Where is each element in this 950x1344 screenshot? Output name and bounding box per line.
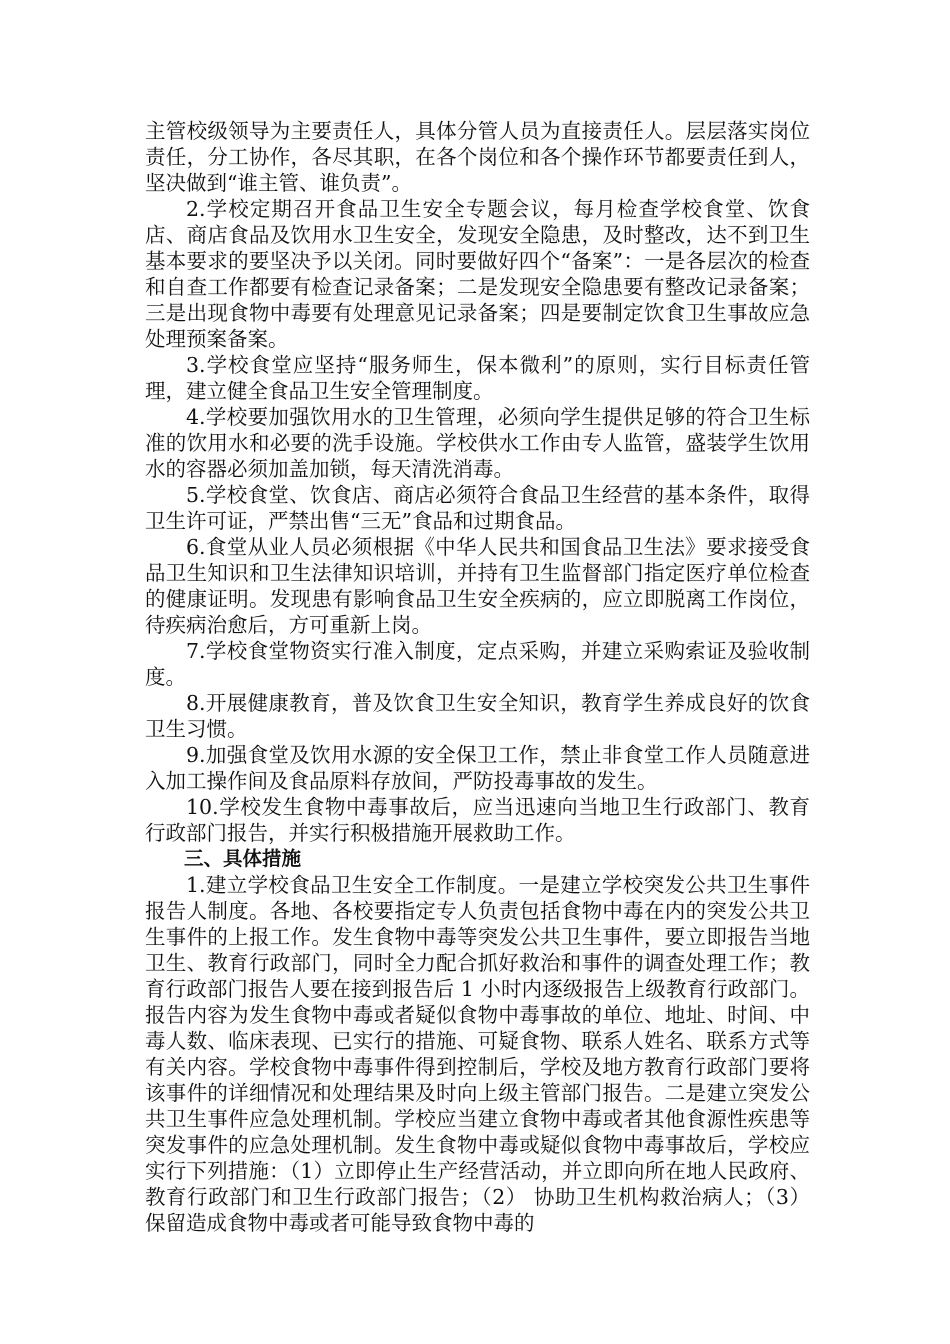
document-page bbox=[145, 118, 810, 1236]
paragraph-item-4: 4.学校要加强饮用水的卫生管理，必须向学生提供足够的符合卫生标准的饮用水和必要的洗手设施。学校供水工作由专人监管，盛装学生饮用水的容器必须加盖加锁，每天清洗消毒。 bbox=[145, 405, 810, 481]
paragraph-item-5: 5.学校食堂、饮食店、商店必须符合食品卫生经营的基本条件，取得卫生许可证，严禁出售“三无”食品和过期食品。 bbox=[145, 483, 810, 533]
paragraph-item-6: 6.食堂从业人员必须根据《中华人民共和国食品卫生法》要求接受食品卫生知识和卫生法律知识培训，并持有卫生监督部门指定医疗单位检查的健康证明。发现患有影响食品卫生安全疾病的，应立即脱离工作岗位，待疾病治愈后，方可重新上岗。 bbox=[145, 535, 810, 637]
paragraph-item-7: 7.学校食堂物资实行准入制度，定点采购，并建立采购索证及验收制度。 bbox=[145, 639, 810, 689]
paragraph-continuation: 主管校级领导为主要责任人，具体分管人员为直接责任人。层层落实岗位责任，分工协作，各尽其职，在各个岗位和各个操作环节都要责任到人，坚决做到“谁主管、谁负责”。 bbox=[145, 119, 810, 195]
section-heading: 三、具体措施 bbox=[184, 847, 302, 870]
paragraph-item-10: 10.学校发生食物中毒事故后，应当迅速向当地卫生行政部门、教育行政部门报告，并实行积极措施开展救助工作。 bbox=[145, 795, 810, 845]
paragraph-item-8: 8.开展健康教育，普及饮食卫生安全知识，教育学生养成良好的饮食卫生习惯。 bbox=[145, 691, 810, 741]
paragraph-item-9: 9.加强食堂及饮用水源的安全保卫工作，禁止非食堂工作人员随意进入加工操作间及食品原料存放间，严防投毒事故的发生。 bbox=[145, 743, 810, 793]
paragraph-item-3: 3.学校食堂应坚持“服务师生，保本微利”的原则，实行目标责任管理，建立健全食品卫生安全管理制度。 bbox=[145, 353, 810, 403]
paragraph-item-2: 2.学校定期召开食品卫生安全专题会议，每月检查学校食堂、饮食店、商店食品及饮用水卫生安全，发现安全隐患，及时整改，达不到卫生基本要求的要坚决予以关闭。同时要做好四个“备案”：一是各层次的检查和自查工作都要有检查记录备案；二是发现安全隐患要有整改记录备案；三是出现食物中毒要有处理意见记录备案；四是要制定饮食卫生事故应急处理预案备案。 bbox=[145, 197, 810, 351]
measure-item-1: 1.建立学校食品卫生安全工作制度。一是建立学校突发公共卫生事件报告人制度。各地、各校要指定专人负责包括食物中毒在内的突发公共卫生事件的上报工作。发生食物中毒等突发公共卫生事件，要立即报告当地卫生、教育行政部门，同时全力配合抓好救治和事件的调查处理工作；教育行政部门报告人要在接到报告后 1 小时内逐级报告上级教育行政部门。报告内容为发生食物中毒或者疑似食物中毒事故的单位、地址、时间、中毒人数、临床表现、已实行的措施、可疑食物、联系人姓名、联系方式等有关内容。学校食物中毒事件得到控制后，学校及地方教育行政部门要将该事件的详细情况和处理结果及时向上级主管部门报告。二是建立突发公共卫生事件应急处理机制。学校应当建立食物中毒或者其他食源性疾患等突发事件的应急处理机制。发生食物中毒或疑似食物中毒事故后，学校应实行下列措施：（1）立即停止生产经营活动，并立即向所在地人民政府、教育行政部门和卫生行政部门报告；（2） 协助卫生机构救治病人；（3） 保留造成食物中毒或者可能导致食物中毒的 bbox=[145, 873, 810, 1235]
